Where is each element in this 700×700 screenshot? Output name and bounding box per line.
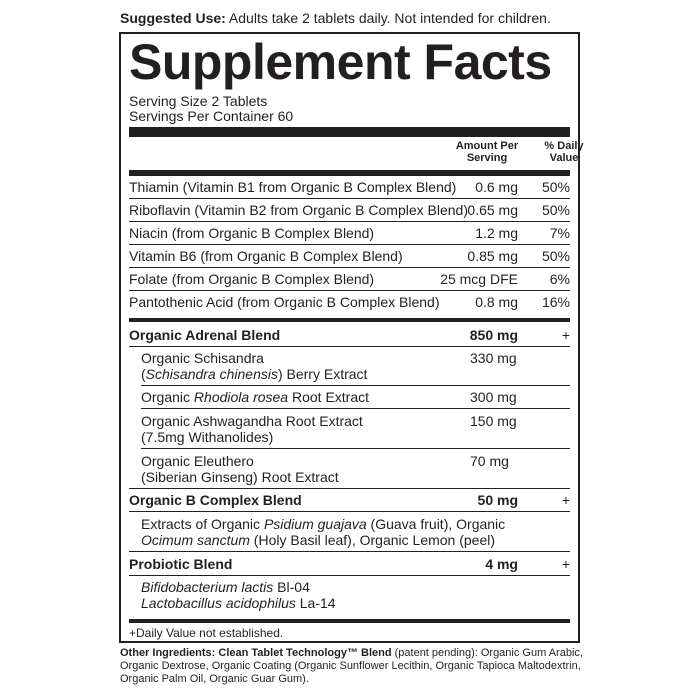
suggested-use [120, 9, 590, 27]
thick-rule-top [129, 127, 570, 137]
row-divider [129, 575, 570, 576]
row-divider [129, 244, 570, 245]
section-rule [129, 318, 570, 322]
ingredient-bcomplex-extracts: Extracts of Organic Psidium guajava (Guava fruit), Organic Ocimum sanctum (Holy Basil leaf), Organic Lemon (peel) [141, 516, 506, 548]
ingredient-probiotic-strains: Bifidobacterium lactis Bl-04 Lactobacillus acidophilus La-14 [141, 579, 336, 611]
row-divider [141, 385, 570, 386]
row-divider [141, 448, 570, 449]
panel-title: Supplement Facts [129, 34, 552, 90]
row-divider [129, 290, 570, 291]
ingredient-ashwagandha: Organic Ashwagandha Root Extract (7.5mg Withanolides) [141, 413, 363, 445]
row-divider [129, 267, 570, 268]
servings-per-container: Servings Per Container 60 [129, 108, 294, 124]
ingredient-schisandra: Organic Schisandra (Schisandra chinensis) Berry Extract [141, 350, 368, 382]
thick-rule-header [129, 170, 570, 176]
ingredient-rhodiola: Organic Rhodiola rosea Root Extract [141, 389, 370, 405]
row-divider [129, 551, 570, 552]
row-divider [129, 221, 570, 222]
amount-rhodiola: 300 mg [470, 389, 517, 405]
row-divider [129, 198, 570, 199]
other-ingredients-text: (patent pending): Organic Gum Arabic, Organic Dextrose, Organic Coating (Organic Sunflower Lecithin, Organic Tapioca Maltodextrin, Organic Palm Oil, Organic Guar Gum). [120, 647, 583, 685]
row-divider [141, 408, 570, 409]
other-ingredients [120, 647, 590, 686]
suggested-use-label: Suggested Use: [120, 10, 226, 26]
row-divider [129, 346, 570, 347]
supplement-facts-panel: Supplement Facts Serving Size 2 Tablets Servings Per Container 60 Amount Per Serving % Daily Value Thiamin (Vitamin B1 from Organic B Complex Blend) 0.6 mg 50% Riboflavin (Vitamin B2 from Organic B Complex Blend) 0.65 mg 50% Niacin (from Organic B Complex Blend) 1.2 mg 7% Vitamin B6 (from Organic B Complex Blend) 0.85 mg 50% Folate (from Organic B Complex Blend) 25 mcg DFE 6% Pantothenic Acid (from Organic B Complex Blend) 0.8 mg 16% Organic Adrenal Blend 850 mg + Organic Schisandra (Schisandra chinensis) Berry Extract 330 mg Organic Rhodiola rosea Root Extract 300 mg Organic Ashwagandha Root Extract (7.5mg Withanolides) 150 mg Organic Eleuthero (Siberian Ginseng) Root Extract 70 mg Organic B Complex Blend 50 mg + Extracts of Organic Psidium guajava (Guava fruit), Organic Ocimum sanctum (Holy Basil leaf), Organic Lemon (peel) Probiotic Blend 4 mg + Bifidobacterium lactis Bl-04 Lactobacillus acidophilus La-14 +Daily Value not established. [119, 32, 580, 643]
footnote: +Daily Value not established. [129, 626, 284, 640]
thick-rule-bottom [129, 619, 570, 623]
row-divider [129, 511, 570, 512]
serving-size: Serving Size 2 Tablets [129, 93, 268, 109]
amount-ashwagandha: 150 mg [470, 413, 517, 429]
row-divider [129, 488, 570, 489]
amount-eleuthero: 70 mg [470, 453, 509, 469]
amount-schisandra: 330 mg [470, 350, 517, 366]
header-amount-per-serving: Amount Per Serving [455, 140, 519, 164]
ingredient-eleuthero: Organic Eleuthero (Siberian Ginseng) Root Extract [141, 453, 339, 485]
header-daily-value: % Daily Value [544, 140, 584, 164]
other-ingredients-label: Other Ingredients: Clean Tablet Technology™ Blend [120, 647, 392, 659]
suggested-use-text: Adults take 2 tablets daily. Not intended for children. [225, 10, 551, 26]
